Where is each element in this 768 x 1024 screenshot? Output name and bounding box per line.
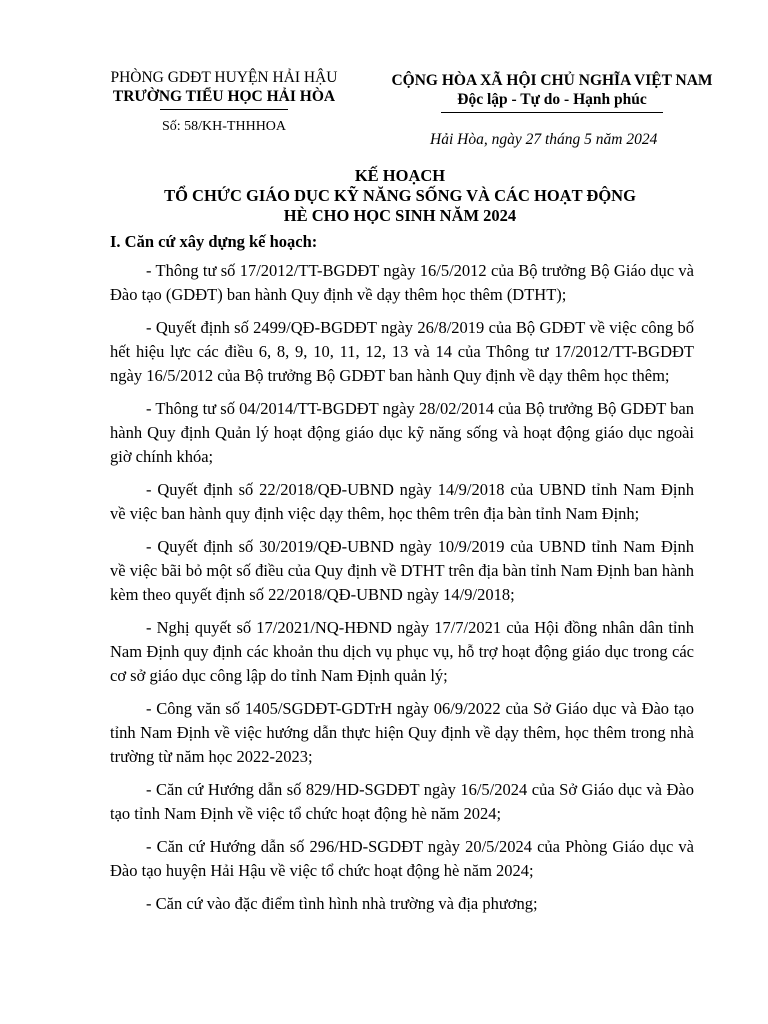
body-paragraph: - Căn cứ vào đặc điểm tình hình nhà trường và địa phương; (146, 894, 538, 913)
body-paragraph: - Công văn số 1405/SGDĐT-GDTrH ngày 06/9/2022 của Sở Giáo dục và Đào tạo tỉnh Nam Định về việc hướng dẫn thực hiện Quy định về dạy thêm, học thêm trong nhà trường từ năm học 2022-2023; (110, 699, 694, 766)
body-paragraph: - Căn cứ Hướng dẫn số 829/HD-SGDĐT ngày 16/5/2024 của Sở Giáo dục và Đào tạo tỉnh Nam Định về việc tổ chức hoạt động hè năm 2024; (110, 780, 694, 823)
title-line-3: HÈ CHO HỌC SINH NĂM 2024 (283, 206, 517, 225)
body-paragraph: - Thông tư số 04/2014/TT-BGDĐT ngày 28/02/2014 của Bộ trưởng Bộ GDĐT ban hành Quy định Quản lý hoạt động giáo dục kỹ năng sống và hoạt động giáo dục ngoài giờ chính khóa; (110, 399, 694, 466)
motto-underline (441, 112, 663, 113)
body-paragraph: - Thông tư số 17/2012/TT-BGDĐT ngày 16/5/2012 của Bộ trưởng Bộ Giáo dục và Đào tạo (GDĐT) ban hành Quy định về dạy thêm học thêm (DTHT); (110, 261, 694, 304)
school-name: TRƯỜNG TIỂU HỌC HẢI HÒA (112, 88, 336, 105)
body-paragraph: - Nghị quyết số 17/2021/NQ-HĐND ngày 17/7/2021 của Hội đồng nhân dân tỉnh Nam Định quy định các khoản thu dịch vụ phục vụ, hỗ trợ hoạt động giáo dục trong các cơ sở giáo dục công lập do tỉnh Nam Định quản lý; (110, 618, 694, 685)
document-title (90, 166, 710, 226)
section-heading: I. Căn cứ xây dựng kế hoạch: (110, 232, 318, 251)
national-motto: Độc lập - Tự do - Hạnh phúc (457, 91, 647, 108)
body-paragraph: - Quyết định số 30/2019/QĐ-UBND ngày 10/9/2019 của UBND tỉnh Nam Định về việc bãi bỏ một số điều của Quy định về DTHT trên địa bàn tỉnh Nam Định ban hành kèm theo quyết định số 22/2018/QĐ-UBND ngày 14/9/2018; (110, 537, 694, 604)
title-line-2: TỔ CHỨC GIÁO DỤC KỸ NĂNG SỐNG VÀ CÁC HOẠT ĐỘNG (164, 186, 636, 205)
nation-name: CỘNG HÒA XÃ HỘI CHỦ NGHĨA VIỆT NAM (391, 72, 713, 89)
body-paragraph: - Quyết định số 2499/QĐ-BGDĐT ngày 26/8/2019 của Bộ GDĐT về việc công bố hết hiệu lực các điều 6, 8, 9, 10, 11, 12, 13 và 14 của Thông tư 17/2012/TT-BGDĐT ngày 16/5/2012 của Bộ trưởng Bộ GDĐT ban hành Quy định về dạy thêm học thêm; (110, 318, 694, 385)
title-line-1: KẾ HOẠCH (354, 166, 446, 185)
issuing-agency-block (88, 68, 360, 135)
header-left-underline (160, 109, 288, 110)
document-body (110, 259, 694, 925)
body-paragraph: - Quyết định số 22/2018/QĐ-UBND ngày 14/9/2018 của UBND tỉnh Nam Định về việc ban hành quy định việc dạy thêm, học thêm trên địa bàn tỉnh Nam Định; (110, 480, 694, 523)
body-paragraph: - Căn cứ Hướng dẫn số 296/HD-SGDĐT ngày 20/5/2024 của Phòng Giáo dục và Đào tạo huyện Hải Hậu về việc tổ chức hoạt động hè năm 2024; (110, 837, 694, 880)
parent-agency-name: PHÒNG GDĐT HUYỆN HẢI HẬU (110, 69, 338, 86)
place-and-date: Hải Hòa, ngày 27 tháng 5 năm 2024 (430, 131, 658, 148)
national-header-block (370, 71, 734, 113)
document-number: Số: 58/KH-THHHOA (161, 119, 287, 134)
